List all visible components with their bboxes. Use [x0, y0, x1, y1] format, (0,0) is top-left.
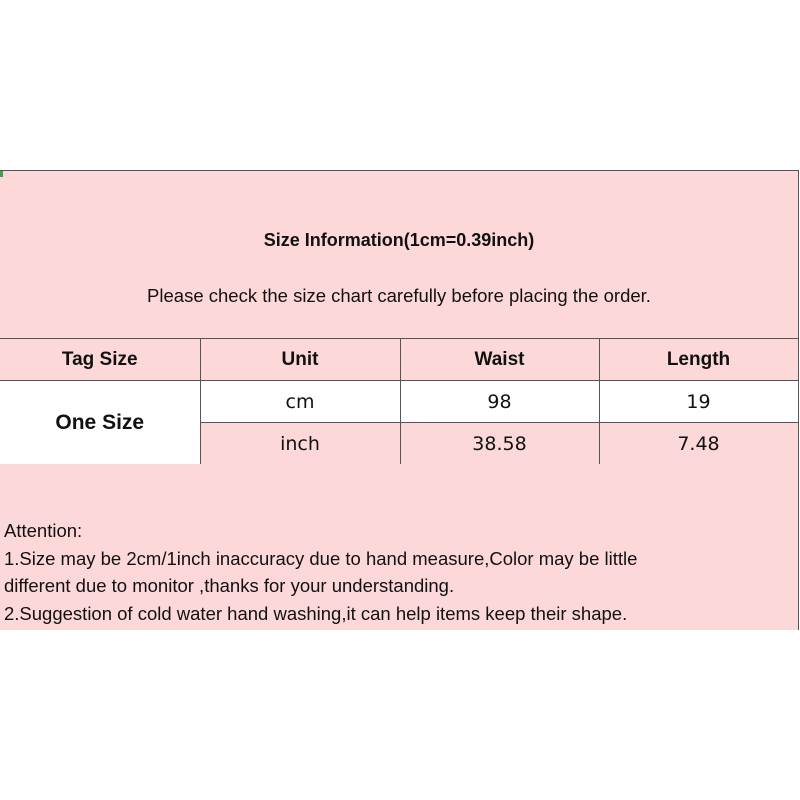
unit-cell: cm — [200, 381, 400, 423]
table-row — [0, 381, 798, 423]
tag-size-value: One Size — [0, 381, 200, 465]
size-info-title: Size Information(1cm=0.39inch) — [263, 230, 535, 250]
waist-cell: 98 — [400, 381, 599, 423]
column-header-length: Length — [599, 339, 798, 381]
attention-line-3: 2.Suggestion of cold water hand washing,it can help items keep their shape. — [4, 602, 628, 624]
table-header-row — [0, 339, 798, 381]
length-cell: 19 — [599, 381, 798, 423]
attention-line-1: 1.Size may be 2cm/1inch inaccuracy due to hand measure,Color may be little — [4, 547, 638, 569]
column-header-unit: Unit — [200, 339, 400, 381]
attention-heading: Attention: — [4, 520, 83, 541]
waist-cell: 38.58 — [400, 423, 599, 465]
size-chart — [0, 170, 799, 630]
attention-section — [0, 464, 798, 630]
length-cell: 7.48 — [599, 423, 798, 465]
size-info-subtitle: Please check the size chart carefully before placing the order. — [147, 285, 651, 306]
unit-cell: inch — [200, 423, 400, 465]
size-chart-header — [0, 171, 798, 339]
column-header-tag-size: Tag Size — [0, 339, 200, 381]
attention-line-2: different due to monitor ,thanks for your understanding. — [4, 575, 455, 596]
attention-text — [4, 517, 637, 627]
column-header-waist: Waist — [400, 339, 599, 381]
corner-marker — [0, 171, 3, 177]
size-table — [0, 338, 799, 465]
